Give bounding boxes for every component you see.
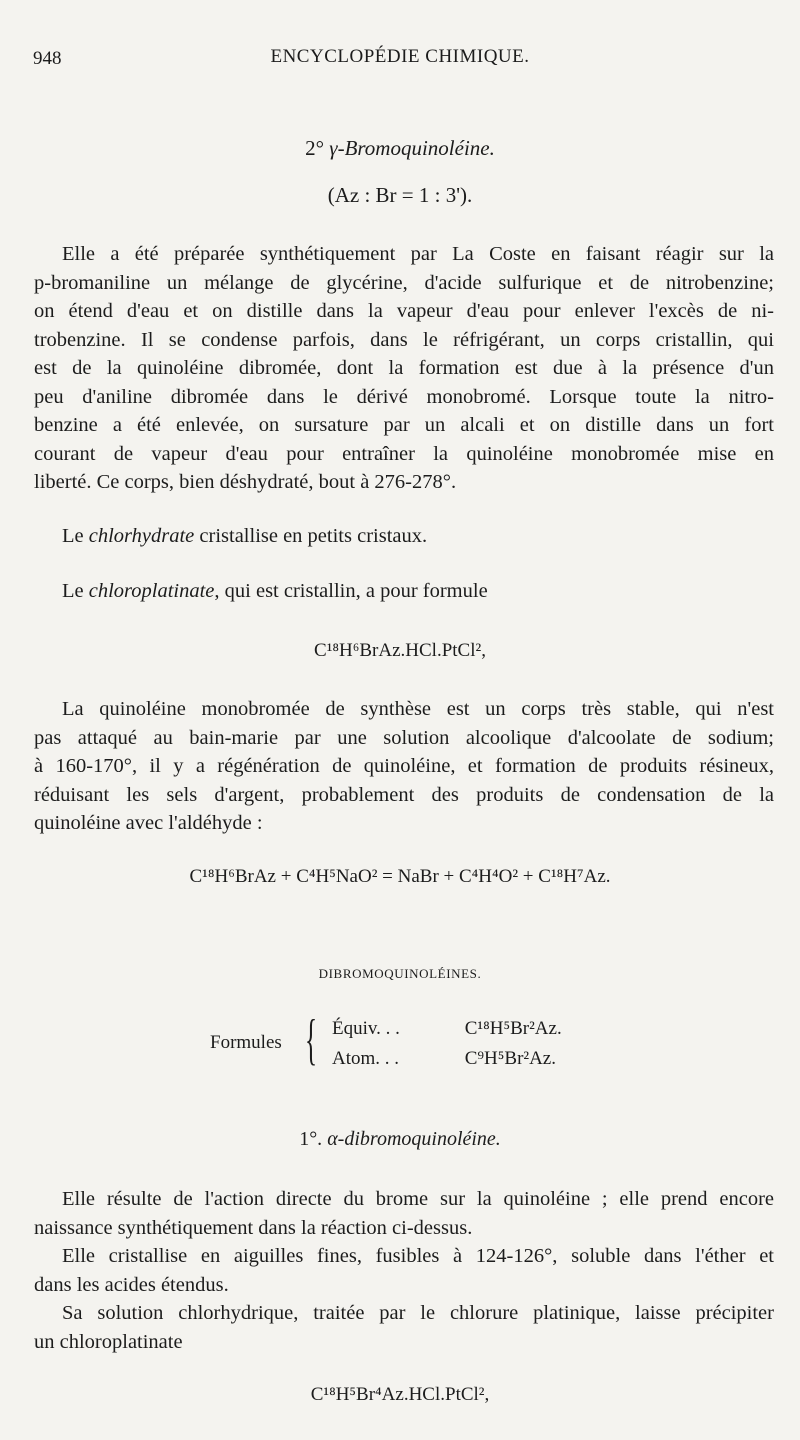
text-line: peu d'aniline dibromée dans le dérivé monobromé. Lorsque toute la nitro-: [34, 385, 774, 408]
text-line: à 160-170°, il y a régénération de quinoléine, et formation de produits résineux,: [34, 755, 774, 777]
paragraph-chloroplatinate: Le chloroplatinate, qui est cristallin, a pour formule: [62, 580, 488, 602]
text-line: benzine a été enlevée, on sursature par un alcali et on distille dans un fort: [34, 414, 774, 436]
formula-dibromo-chloroplatinate: C¹⁸H⁵Br⁴Az.HCl.PtCl²,: [310, 1384, 490, 1405]
text-line: pas attaqué au bain-marie par une solution alcoolique d'alcoolate de sodium;: [34, 726, 774, 749]
section-heading-dibromo: DIBROMOQUINOLÉINES.: [318, 966, 482, 981]
page-number: 948: [33, 48, 62, 69]
term-chloroplatinate: chloroplatinate: [88, 580, 215, 602]
formula-row: Équiv. . . C¹⁸H⁵Br²Az.: [332, 1018, 562, 1039]
formulas-block: [210, 1009, 630, 1074]
text-line: Elle cristallise en aiguilles fines, fusibles à 124-126°, soluble dans l'éther et: [62, 1245, 774, 1267]
formula-row: Atom. . . C⁹H⁵Br²Az.: [332, 1048, 556, 1069]
text-line: un chloroplatinate: [34, 1330, 183, 1353]
text-line: dans les acides étendus.: [34, 1273, 229, 1296]
section-formula: (Az : Br = 1 : 3').: [327, 183, 473, 207]
section-name: γ-Bromoquinoléine.: [329, 136, 495, 160]
paragraph-chlorhydrate: Le chlorhydrate cristallise en petits cristaux.: [62, 525, 428, 547]
text-line: trobenzine. Il se condense parfois, dans le réfrigérant, un corps cristallin, qui: [34, 328, 774, 351]
subsection-number: 1°.: [299, 1128, 323, 1150]
paragraph-stability: [34, 695, 774, 838]
text-line: liberté. Ce corps, bien déshydraté, bout à 276-278°.: [34, 471, 457, 493]
text-line: Elle a été préparée synthétiquement par La Coste en faisant réagir sur la: [62, 243, 774, 265]
running-title: ENCYCLOPÉDIE CHIMIQUE.: [270, 46, 530, 67]
reaction-equation: C¹⁸H⁶BrAz + C⁴H⁵NaO² = NaBr + C⁴H⁴O² + C¹⁸H⁷Az.: [189, 866, 611, 887]
text-line: est de la quinoléine dibromée, dont la formation est due à la présence d'un: [34, 357, 774, 379]
text-line: quinoléine avec l'aldéhyde :: [34, 812, 263, 834]
text-line: réduisant les sels d'argent, probablement des produits de condensation de la: [34, 783, 774, 806]
text-line: La quinoléine monobromée de synthèse est un corps très stable, qui n'est: [62, 698, 774, 720]
paragraph-synthesis: [34, 240, 774, 497]
brace-icon: {: [305, 1009, 318, 1071]
formula-chloroplatinate: C¹⁸H⁶BrAz.HCl.PtCl²,: [314, 640, 486, 661]
text-line: Elle résulte de l'action directe du brome sur la quinoléine ; elle prend encore: [62, 1188, 774, 1210]
text-line: p-bromaniline un mélange de glycérine, d'acide sulfurique et de nitrobenzine;: [34, 271, 774, 294]
text-line: courant de vapeur d'eau pour entraîner la quinoléine monobromée mise en: [34, 442, 774, 465]
section-number: 2°: [305, 136, 325, 160]
term-chlorhydrate: chlorhydrate: [88, 525, 195, 547]
paragraph-alpha-dibromo: [34, 1185, 774, 1356]
text-line: naissance synthétiquement dans la réaction ci-dessus.: [34, 1216, 473, 1239]
subsection-name: α-dibromoquinoléine.: [327, 1128, 501, 1150]
text-line: Sa solution chlorhydrique, traitée par le chlorure platinique, laisse précipiter: [62, 1302, 774, 1324]
section-title: [0, 136, 800, 161]
text-line: on étend d'eau et on distille dans la vapeur d'eau pour enlever l'excès de ni-: [34, 300, 774, 322]
formulas-label: Formules: [210, 1032, 282, 1053]
subsection-title: [0, 1128, 800, 1151]
